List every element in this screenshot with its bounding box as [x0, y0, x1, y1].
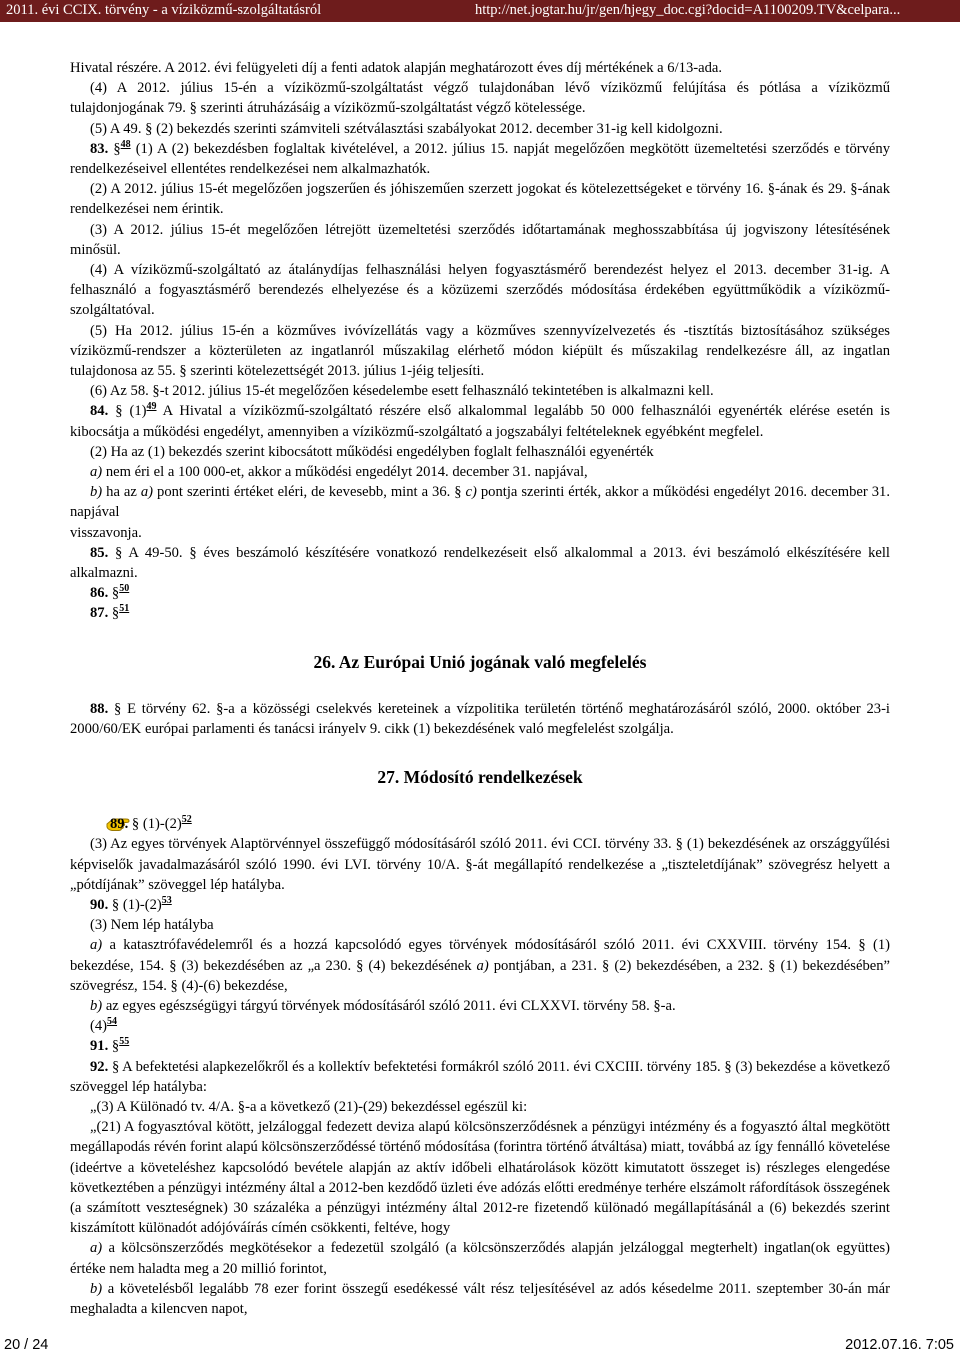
section-88: [70, 699, 890, 739]
paragraph: visszavonja.: [70, 524, 142, 541]
section-number: 84.: [90, 403, 109, 420]
list-marker: a): [90, 464, 103, 481]
section-sign: §: [113, 140, 121, 157]
print-footer: [0, 1330, 960, 1357]
paragraph: Hivatal részére. A 2012. évi felügyeleti díj a fenti adatok alapján meghatározott éves díj mértékének a 6/13-ada.: [70, 60, 723, 76]
list-text: ha az: [102, 484, 141, 501]
paragraph: (3) Az egyes törvények Alaptörvénnyel összefüggő módosításáról szóló 2011. évi CCI. törvény 33. § (1) bekezdésének az országgyűlési képviselők javadalmazásáról szóló 1990. évi LVI. törvény 10/A. §-át megállapító rendelkezése a „tiszteletdíjának” szövegrész helyett a „pótdíjának” szöveggel lép hatályba.: [70, 836, 890, 893]
footnote-link-53[interactable]: 53: [161, 894, 172, 906]
section-text: A Hivatal a víziközmű-szolgáltató részére első alkalommal legalább 50 000 felhasználói egyenérték elérése esetén is kibocsátja a működési engedélyt, amennyiben a víziközmű-szolgáltató a jogszabályi feltételeknek egyébként megfelel.: [70, 403, 890, 440]
list-marker: a): [140, 484, 154, 501]
list-marker: b): [90, 997, 103, 1014]
section-text: § E törvény 62. §-a a közösségi cselekvés kereteinek a vízpolitika területén történő meghatározásáról szóló, 2000. október 23-i 2000/60/EK európai parlamenti és tanácsi irányelv 9. cikk (1) bekezdésének való megfelelést szolgálja.: [70, 700, 890, 737]
section-number: 91.: [90, 1038, 109, 1055]
paragraph: (4) A víziközmű-szolgáltató az átalánydíjas felhasználási helyen fogyasztásmérő berendezést helyez el 2013. december 31-ig. A felhasználó a fogyasztásmérő berendezés elhelyezése és a közüzemi szerződés módosítása érdekében együttműködik a víziközmű-szolgáltatóval.: [70, 262, 890, 319]
section-85: [70, 543, 890, 583]
section-90: [70, 895, 890, 915]
paragraph: (2) A 2012. július 15-ét megelőzően jogszerűen és jóhiszeműen szerzett jogokat és kötelezettségeket e törvény 16. §-ának és 29. §-ának rendelkezései nem érintik.: [70, 181, 890, 218]
section-number: 85.: [90, 544, 109, 561]
document-url: http://net.jogtar.hu/jr/gen/hjegy_doc.cgi?docid=A1100209.TV&celpara...: [475, 2, 901, 18]
list-marker: c): [465, 484, 477, 501]
section-sign: § (1)-(2): [108, 896, 162, 913]
section-84: [70, 401, 890, 441]
print-datetime: 2012.07.16. 7:05: [845, 1337, 954, 1353]
list-text: a katasztrófavédelemről és a hozzá kapcsolódó egyes törvények módosításáról szóló 2011. évi CXXVIII. törvény 154. § (1) bekezdése, 154. § (3) bekezdésében az „a 230. § (4) bekezdésének: [70, 937, 890, 974]
list-text: pontja szerinti érték, akkor a működési engedélyt 2016. december 31. napjával: [70, 484, 890, 521]
list-item: [70, 462, 890, 482]
paragraph: (3) Nem lép hatályba: [90, 917, 214, 934]
list-text: pont szerinti értéket eléri, de kevesebb, mint a 36. §: [153, 484, 466, 501]
paragraph: (6) Az 58. §-t 2012. július 15-ét megelőzően késedelembe esett felhasználó tekintetében is alkalmazni kell.: [90, 383, 714, 400]
list-marker: b): [90, 1280, 103, 1297]
footnote-link-48[interactable]: 48: [120, 138, 131, 150]
paragraph: (4) A 2012. július 15-én a víziközmű-szolgáltatást végző tulajdonában lévő víziközmű felújítása és pótlása a víziközmű: [90, 80, 890, 97]
section-sign: §: [111, 585, 120, 602]
chapter-heading-27: 27. Módosító rendelkezések: [377, 767, 583, 788]
section-sign: § (1): [108, 403, 147, 420]
pointing-hand-icon: [86, 815, 110, 831]
section-number: 88.: [90, 700, 109, 717]
footnote-link-54[interactable]: 54: [107, 1016, 118, 1028]
list-item: [70, 935, 890, 996]
document-body: [70, 58, 890, 1319]
footnote-link-55[interactable]: 55: [119, 1036, 130, 1048]
section-86: [70, 583, 890, 603]
section-number: 87.: [90, 605, 109, 622]
section-87: [70, 603, 890, 623]
list-text: a követelésből legalább 78 ezer forint összegű esedékessé vált rész teljesítésével az adós késedelme 2011. szeptember 30-án már meghaladta a kilencven napot,: [70, 1280, 890, 1317]
section-number: 86.: [90, 585, 109, 602]
list-item: [70, 482, 890, 522]
paragraph: „(3) A Különadó tv. 4/A. §-a a következő (21)-(29) bekezdéssel egészül ki:: [90, 1098, 528, 1115]
list-text: pontjában, a 231. § (2) bekezdésében, a 232. § (1) bekezdésében” szövegrész, 154. § (4)-(6) bekezdése,: [70, 957, 890, 994]
paragraph: (5) Ha 2012. július 15-én a közműves ivóvízellátás vagy a közműves szennyvízelvezetés és -tisztítás biztosításához szükséges víziközmű-rendszer a közterületen az ingatlanról műszakilag elérhető módon kiépült és műszakilag rendelkezésre áll, az ingatlan tulajdonosa az 55. § szerinti kötelezettségét 2013. július 1-jéig teljesíti.: [70, 322, 890, 380]
section-92: [70, 1057, 890, 1097]
list-marker: b): [90, 484, 103, 501]
list-text: nem éri el a 100 000-et, akkor a működési engedélyt 2014. december 31. napjával,: [102, 464, 588, 481]
paragraph: [70, 1016, 890, 1036]
section-sign: §: [111, 1038, 120, 1055]
section-number: 89.: [110, 816, 129, 833]
section-number: 83.: [90, 140, 109, 157]
list-item: [70, 996, 890, 1016]
paragraph: (2) Ha az (1) bekezdés szerint kibocsátott működési engedélyben foglalt felhasználói egyenérték: [90, 443, 654, 460]
page-number: 20 / 24: [4, 1337, 49, 1353]
list-text: az egyes egészségügyi tárgyú törvények módosításáról szóló 2011. évi CLXXVI. törvény 58. §-a.: [102, 997, 676, 1014]
section-text: § A 49-50. § éves beszámoló készítésére vonatkozó rendelkezéseit első alkalommal a 2013. évi beszámoló elkészítésére kell alkalmazni.: [70, 544, 890, 582]
footnote-link-49[interactable]: 49: [146, 401, 157, 413]
footnote-link-52[interactable]: 52: [181, 814, 192, 826]
paragraph-number: (4): [90, 1018, 108, 1035]
footnote-link-50[interactable]: 50: [119, 583, 130, 595]
section-number: 90.: [90, 896, 109, 913]
section-91: [70, 1036, 890, 1056]
section-text: (1) A (2) bekezdésben foglaltak kivételével, a 2012. július 15. napját megelőzően megkötött üzemeltetési szerződés e törvény rendelkezéseivel ellentétes rendelkezései nem alkalmazhatók.: [70, 140, 890, 178]
list-text: a kölcsönszerződés megkötésekor a fedezetül szolgáló (a kölcsönszerződés alapján jelzáloggal megterhelt) ingatlan(ok együttes) értéke nem haladta meg a 20 millió forintot,: [70, 1240, 890, 1277]
browser-print-header: [0, 0, 960, 22]
list-marker: a): [90, 937, 103, 954]
section-sign: § (1)-(2): [128, 816, 182, 833]
section-83: [70, 139, 890, 179]
list-item: [70, 1238, 890, 1278]
footnote-link-51[interactable]: 51: [119, 603, 130, 615]
section-number: 92.: [90, 1058, 109, 1075]
paragraph: (3) A 2012. július 15-ét megelőzően létrejött üzemeltetési szerződés időtartamának meghosszabbítása új jogviszony létesítésének minősül.: [70, 221, 890, 258]
paragraph: tulajdonjogának 79. § szerinti átruházásáig a víziközmű-szolgáltatást végző kötelessége.: [70, 100, 586, 117]
paragraph: (5) A 49. § (2) bekezdés szerinti számviteli szétválasztási szabályokat 2012. december 31-ig kell kidolgozni.: [90, 120, 723, 137]
list-marker: a): [90, 1240, 103, 1257]
section-sign: §: [111, 605, 120, 622]
document-title: 2011. évi CCIX. törvény - a víziközmű-szolgáltatásról: [6, 2, 322, 18]
list-marker: a): [476, 957, 489, 974]
section-text: § A befektetési alapkezelőkről és a kollektív befektetési formákról szóló 2011. évi CXCIII. törvény 185. § (3) bekezdése a következő szöveggel lép hatályba:: [70, 1058, 890, 1095]
section-89: [70, 814, 890, 834]
list-item: [70, 1279, 890, 1319]
chapter-heading-26: 26. Az Európai Unió jogának való megfelelés: [313, 651, 647, 672]
paragraph: „(21) A fogyasztóval kötött, jelzáloggal fedezett deviza alapú kölcsönszerződésnek a pénzügyi intézmény és a fogyasztó által megkötött megállapodás révén forint alapú kölcsönszerződéssé történő módosítása (forintra történő átváltása) miatt, továbbá az így fennálló követelése (ideértve a követeléshez kapcsolódó bevétele alapján az aktív időbeli elhatárolások között kimutatott összeget is) részleges elengedése következtében a pénzügyi intézmény által a 2012-ben kezdődő üzleti éve adózás előtti eredménye terhére elszámolt ráfordítások összegének (a számított veszteségnek) 30 százaléka a pénzügyi intézmény által 2012-re fizetendő különadó megállapításánál a (6) bekezdés szerint kiszámított különadót adójóváírás címén csökkenti, feltéve, hogy: [70, 1119, 890, 1237]
